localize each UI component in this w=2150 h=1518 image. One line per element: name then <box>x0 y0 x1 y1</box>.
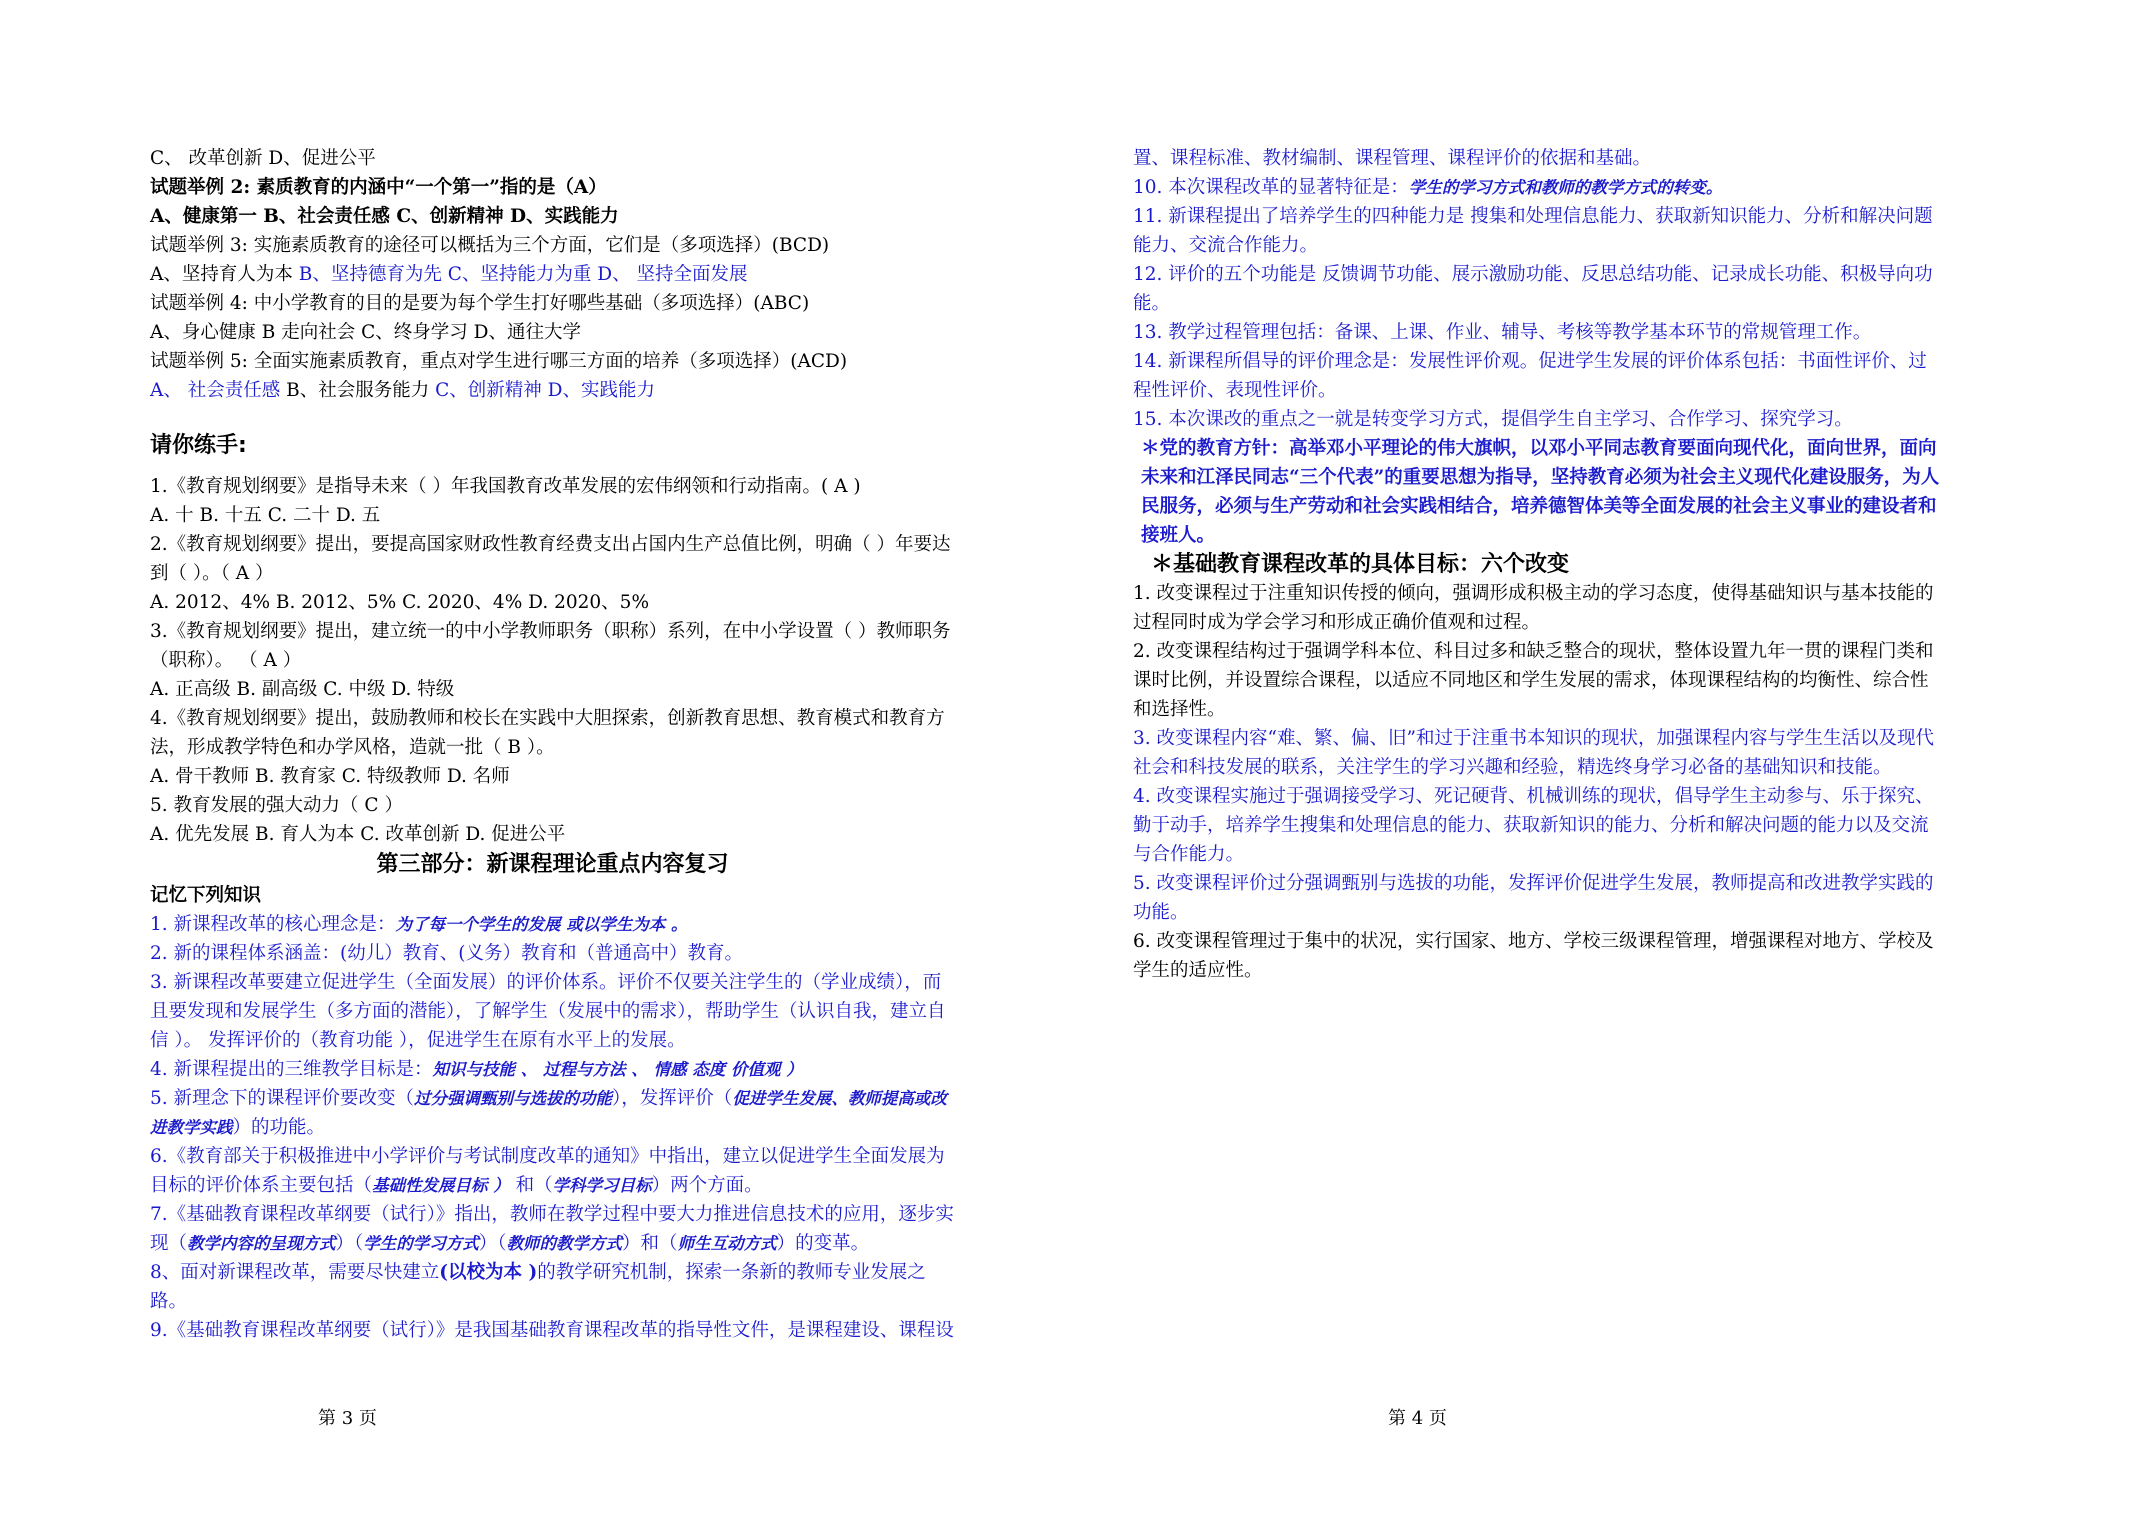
option: B、社会服务能力 <box>280 380 436 401</box>
option: B、坚持德育为先 C、坚持能力为重 D、 坚持全面发展 <box>298 264 748 285</box>
goal-item: 6. 改变课程管理过于集中的状况，实行国家、地方、学校三级课程管理，增强课程对地方、学校及学生的适应性。 <box>1133 931 1934 981</box>
practice-line: A. 骨干教师 B. 教育家 C. 特级教师 D. 名师 <box>150 766 510 787</box>
section-title: 第三部分：新课程理论重点内容复习 <box>376 852 729 877</box>
option: C、创新精神 D、实践能力 <box>435 380 655 401</box>
list-item: 14. 新课程所倡导的评价理念是：发展性评价观。促进学生发展的评价体系包括：书面性评价、过程性评价、表现性评价。 <box>1133 351 1927 401</box>
practice-heading: 请你练手: <box>150 433 247 458</box>
text-line: C、 改革创新 D、促进公平 <box>150 148 376 169</box>
list-item: 6.《教育部关于积极推进中小学评价与考试制度改革的通知》中指出，建立以促进学生全面发展为目标的评价体系主要包括（基础性发展目标 ） 和（学科学习目标）两个方面。 <box>150 1146 945 1196</box>
list-item: 13. 教学过程管理包括：备课、上课、作业、辅导、考核等教学基本环节的常规管理工作。 <box>1133 322 1872 343</box>
practice-line: A. 十 B. 十五 C. 二十 D. 五 <box>150 505 381 526</box>
page-number: 第 4 页 <box>1388 1408 1447 1429</box>
text-line: A、健康第一 B、社会责任感 C、创新精神 D、实践能力 <box>150 206 619 227</box>
list-item: 1. 新课程改革的核心理念是：为了每一个学生的发展 或以学生为本 。 <box>150 914 688 935</box>
page-number: 第 3 页 <box>318 1408 377 1429</box>
text-line <box>150 376 955 405</box>
goal-item: 2. 改变课程结构过于强调学科本位、科目过多和缺乏整合的现状，整体设置九年一贯的课程门类和课时比例，并设置综合课程，以适应不同地区和学生发展的需求，体现课程结构的均衡性、综合性和选择性。 <box>1133 641 1934 720</box>
practice-line: 2.《教育规划纲要》提出，要提高国家财政性教育经费支出占国内生产总值比例，明确（ ）年要达到（ ）。（ A ） <box>150 534 951 584</box>
practice-line: A. 优先发展 B. 育人为本 C. 改革创新 D. 促进公平 <box>150 824 566 845</box>
text-line: A、身心健康 B 走向社会 C、终身学习 D、通往大学 <box>150 322 581 343</box>
list-item: 10. 本次课程改革的显著特征是：学生的学习方式和教师的教学方式的转变。 <box>1133 177 1723 198</box>
list-item: 3. 新课程改革要建立促进学生（全面发展）的评价体系。评价不仅要关注学生的（学业成绩），而且要发现和发展学生（多方面的潜能），了解学生（发展中的需求），帮助学生（认识自我，建立自信 ）。 发挥评价的（教育功能 ），促进学生在原有水平上的发展。 <box>150 972 946 1051</box>
practice-line: A. 2012、4% B. 2012、5% C. 2020、4% D. 2020、5% <box>150 592 650 613</box>
option: A、坚持育人为本 <box>150 264 299 285</box>
goal-item: 5. 改变课程评价过分强调甄别与选拔的功能，发挥评价促进学生发展，教师提高和改进教学实践的功能。 <box>1133 873 1934 923</box>
text-line: 试题举例 5: 全面实施素质教育，重点对学生进行哪三方面的培养（多项选择）(ACD) <box>150 351 848 372</box>
list-item: 15. 本次课改的重点之一就是转变学习方式，提倡学生自主学习、合作学习、探究学习。 <box>1133 409 1853 430</box>
right-page <box>1133 144 1943 985</box>
text-line: 试题举例 3: 实施素质教育的途径可以概括为三个方面，它们是（多项选择）(BCD) <box>150 235 830 256</box>
goal-item: 3. 改变课程内容“难、繁、偏、旧”和过于注重书本知识的现状，加强课程内容与学生生活以及现代社会和科技发展的联系，关注学生的学习兴趣和经验，精选终身学习必备的基础知识和技能。 <box>1133 728 1934 778</box>
list-item: 12. 评价的五个功能是 反馈调节功能、展示激励功能、反思总结功能、记录成长功能、积极导向功能。 <box>1133 264 1933 314</box>
list-item: 5. 新理念下的课程评价要改变（过分强调甄别与选拔的功能），发挥评价（促进学生发展、教师提高或改进教学实践）的功能。 <box>150 1088 947 1138</box>
practice-line: 3.《教育规划纲要》提出，建立统一的中小学教师职务（职称）系列，在中小学设置（ ）教师职务（职称）。 （ A ） <box>150 621 951 671</box>
practice-line: 1.《教育规划纲要》是指导未来（ ）年我国教育改革发展的宏伟纲领和行动指南。( A ) <box>150 476 861 497</box>
practice-line: A. 正高级 B. 副高级 C. 中级 D. 特级 <box>150 679 455 700</box>
list-item: 11. 新课程提出了培养学生的四种能力是 搜集和处理信息能力、获取新知识能力、分析和解决问题能力、交流合作能力。 <box>1133 206 1933 256</box>
text-line: 试题举例 2: 素质教育的内涵中“一个第一”指的是（A） <box>150 177 607 198</box>
practice-line: 5. 教育发展的强大动力（ C ） <box>150 795 403 816</box>
goal-item: 1. 改变课程过于注重知识传授的倾向，强调形成积极主动的学习态度，使得基础知识与基本技能的过程同时成为学会学习和形成正确价值观和过程。 <box>1133 583 1934 633</box>
list-item: 9.《基础教育课程改革纲要（试行）》是我国基础教育课程改革的指导性文件，是课程建设、课程设 <box>150 1320 954 1341</box>
list-item: 2. 新的课程体系涵盖：(幼儿）教育、(义务）教育和（普通高中）教育。 <box>150 943 743 964</box>
memorize-heading: 记忆下列知识 <box>150 885 262 906</box>
goals-heading: ＊基础教育课程改革的具体目标：六个改变 <box>1151 552 1570 577</box>
list-item: 置、课程标准、教材编制、课程管理、课程评价的依据和基础。 <box>1133 148 1652 169</box>
text-line: 试题举例 4: 中小学教育的目的是要为每个学生打好哪些基础（多项选择）(ABC) <box>150 293 810 314</box>
left-page <box>150 144 955 1345</box>
party-policy: ＊党的教育方针：高举邓小平理论的伟大旗帜，以邓小平同志教育要面向现代化，面向世界，面向未来和江泽民同志“三个代表”的重要思想为指导，坚持教育必须为社会主义现代化建设服务，为人民服务，必须与生产劳动和社会实践相结合，培养德智体美等全面发展的社会主义事业的建设者和接班人。 <box>1141 438 1940 546</box>
list-item: 8、面对新课程改革，需要尽快建立(以校为本 )的教学研究机制，探索一条新的教师专业发展之路。 <box>150 1262 926 1312</box>
list-item: 4. 新课程提出的三维教学目标是：知识与技能 、 过程与方法 、 情感 态度 价值观 ） <box>150 1059 803 1080</box>
text-line <box>150 260 955 289</box>
goal-item: 4. 改变课程实施过于强调接受学习、死记硬背、机械训练的现状，倡导学生主动参与、乐于探究、勤于动手，培养学生搜集和处理信息的能力、获取新知识的能力、分析和解决问题的能力以及交流与合作能力。 <box>1133 786 1934 865</box>
practice-line: 4.《教育规划纲要》提出，鼓励教师和校长在实践中大胆探索，创新教育思想、教育模式和教育方法，形成教学特色和办学风格，造就一批（ B ）。 <box>150 708 945 758</box>
list-item: 7.《基础教育课程改革纲要（试行）》指出，教师在教学过程中要大力推进信息技术的应用，逐步实现（教学内容的呈现方式）（学生的学习方式）（教师的教学方式）和（师生互动方式）的变革。 <box>150 1204 954 1254</box>
option: A、 社会责任感 <box>150 380 281 401</box>
